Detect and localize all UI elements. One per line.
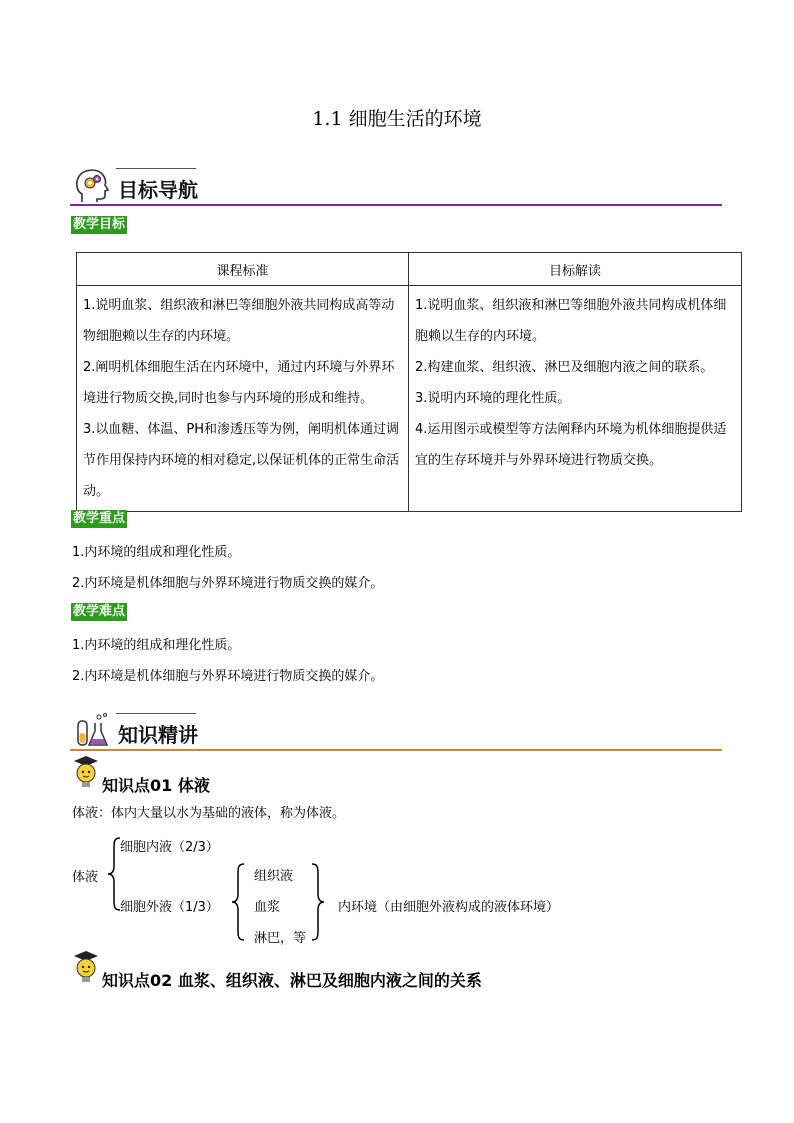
- lightbulb-graduate-icon: [71, 755, 101, 789]
- difficult-point-item: 2.内环境是机体细胞与外界环境进行物质交换的媒介。: [72, 669, 384, 684]
- head-gears-icon: [72, 166, 112, 206]
- table-cell-standards: [77, 286, 409, 512]
- section-header-goals: [70, 166, 722, 206]
- knowledge-point-heading: 知识点02 血浆、组织液、淋巴及细胞内液之间的关系: [102, 971, 482, 990]
- tag-teaching-goals: 教学目标: [73, 217, 126, 232]
- lab-flask-icon: [72, 711, 112, 751]
- section-title-goals: 目标导航: [118, 178, 198, 202]
- section-title-knowledge: 知识精讲: [118, 723, 198, 747]
- section-header-knowledge: [70, 711, 722, 751]
- definition-text: 体液：体内大量以水为基础的液体，称为体液。: [72, 806, 346, 821]
- key-point-item: 2.内环境是机体细胞与外界环境进行物质交换的媒介。: [72, 576, 384, 591]
- interpretation-item: 2.构建血浆、组织液、淋巴及细胞内液之间的联系。: [415, 360, 714, 375]
- diagram-right-brace: [308, 860, 328, 944]
- diagram-components-brace: [228, 860, 248, 944]
- section-rule-orange: [70, 749, 722, 751]
- standard-item: 2.阐明机体细胞生活在内环境中，通过内环境与外界环境进行物质交换,同时也参与内环境的形成和维持。: [83, 360, 395, 406]
- interpretation-item: 1.说明血浆、组织液和淋巴等细胞外液共同构成机体细胞赖以生存的内环境。: [415, 298, 727, 344]
- tag-difficult-points: 教学难点: [73, 604, 126, 619]
- diagram-component-item: 淋巴，等: [254, 931, 307, 946]
- diagram-extracellular-label: 细胞外液（1/3）: [120, 900, 219, 915]
- diagram-result-label: 内环境（由细胞外液构成的液体环境）: [338, 900, 560, 915]
- table-header-standard: 课程标准: [77, 253, 409, 286]
- diagram-root-label: 体液: [72, 870, 99, 885]
- diagram-component-item: 血浆: [254, 900, 281, 915]
- diagram-component-item: 组织液: [254, 869, 294, 884]
- interpretation-item: 3.说明内环境的理化性质。: [415, 391, 571, 406]
- knowledge-point-heading: 知识点01 体液: [102, 776, 210, 795]
- standard-item: 1.说明血浆、组织液和淋巴等细胞外液共同构成高等动物细胞赖以生存的内环境。: [83, 298, 395, 344]
- lightbulb-graduate-icon: [71, 950, 101, 984]
- tag-key-points: 教学重点: [73, 511, 126, 526]
- goals-table: [76, 252, 742, 512]
- table-header-interpretation: 目标解读: [409, 253, 742, 286]
- page-title: 1.1 细胞生活的环境: [312, 108, 482, 130]
- section-rule-purple: [70, 204, 722, 206]
- interpretation-item: 4.运用图示或模型等方法阐释内环境为机体细胞提供适宜的生存环境并与外界环境进行物质交换。: [415, 422, 727, 468]
- diagram-intracellular-label: 细胞内液（2/3）: [120, 840, 219, 855]
- difficult-point-item: 1.内环境的组成和理化性质。: [72, 638, 241, 653]
- key-point-item: 1.内环境的组成和理化性质。: [72, 545, 241, 560]
- standard-item: 3.以血糖、体温、PH和渗透压等为例，阐明机体通过调节作用保持内环境的相对稳定,以保证机体的正常生命活动。: [83, 422, 400, 499]
- table-cell-interpretations: [409, 286, 742, 512]
